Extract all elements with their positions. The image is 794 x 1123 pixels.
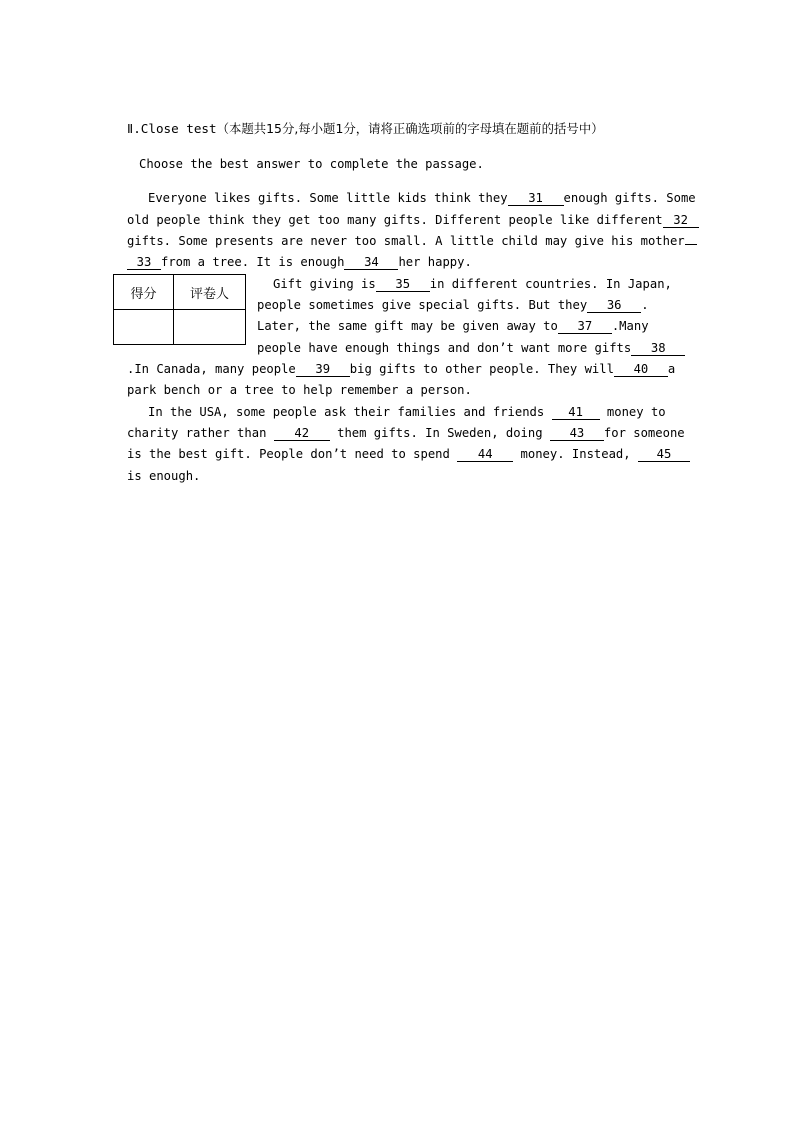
blank-44[interactable]: 44 xyxy=(457,447,513,462)
passage-text: her happy. xyxy=(398,255,472,269)
passage-text: money to xyxy=(606,405,666,419)
passage-text: people sometimes give special gifts. But they xyxy=(257,298,588,312)
passage-text: people have enough things and don’t want more gifts xyxy=(257,341,632,355)
grader-cell[interactable] xyxy=(174,310,246,345)
passage-text: . xyxy=(641,298,649,312)
blank-42[interactable]: 42 xyxy=(274,426,330,441)
passage-text: them gifts. In Sweden, doing xyxy=(337,426,543,440)
passage-text: from a tree. It is enough xyxy=(161,255,345,269)
blank-37[interactable]: 37 xyxy=(558,319,612,334)
passage-line xyxy=(127,425,685,441)
passage-line: is enough. xyxy=(127,469,201,483)
blank-33-start[interactable] xyxy=(685,244,697,245)
passage-text: Everyone likes gifts. Some little kids think they xyxy=(148,191,508,205)
blank-39[interactable]: 39 xyxy=(296,362,350,377)
blank-31[interactable]: 31 xyxy=(508,191,564,206)
blank-35[interactable]: 35 xyxy=(376,277,430,292)
passage-text: is the best gift. People don’t need to spend xyxy=(127,447,450,461)
passage-text: a xyxy=(667,362,676,376)
passage-line xyxy=(127,212,699,228)
blank-38[interactable]: 38 xyxy=(631,341,685,356)
blank-45[interactable]: 45 xyxy=(638,447,690,462)
passage-text: In the USA, some people ask their families and friends xyxy=(148,405,545,419)
blank-36[interactable]: 36 xyxy=(587,298,641,313)
passage-line xyxy=(127,361,675,377)
section-title xyxy=(127,121,604,137)
passage-line xyxy=(127,254,472,270)
passage-line xyxy=(273,276,672,292)
passage-line xyxy=(148,190,696,206)
passage-text: Later, the same gift may be given away to xyxy=(257,319,558,333)
blank-41[interactable]: 41 xyxy=(552,405,600,420)
blank-43[interactable]: 43 xyxy=(550,426,604,441)
score-cell[interactable] xyxy=(114,310,174,345)
passage-text: money. Instead, xyxy=(520,447,631,461)
blank-40[interactable]: 40 xyxy=(614,362,668,377)
instruction: Choose the best answer to complete the passage. xyxy=(139,157,484,171)
passage-text: old people think they get too many gifts. Different people like different xyxy=(127,213,663,227)
section-title-cn: （本题共15分,每小题1分，请将正确选项前的字母填在题前的括号中） xyxy=(216,121,604,136)
passage-text: big gifts to other people. They will xyxy=(349,362,614,376)
passage-text: .In Canada, many people xyxy=(127,362,296,376)
passage-line xyxy=(257,318,649,334)
blank-32[interactable]: 32 xyxy=(663,213,699,228)
blank-34[interactable]: 34 xyxy=(344,255,398,270)
passage-text: gifts. Some presents are never too small. A little child may give his mother xyxy=(127,234,685,248)
score-table xyxy=(113,274,246,345)
passage-text: for someone xyxy=(603,426,685,440)
passage-line xyxy=(257,297,649,313)
passage-line xyxy=(148,404,666,420)
passage-text: Gift giving is xyxy=(273,277,376,291)
grader-header: 评卷人 xyxy=(174,275,246,310)
passage-line xyxy=(127,233,697,249)
passage-text: .Many xyxy=(611,319,649,333)
passage-line xyxy=(127,446,690,462)
section-title-prefix: Ⅱ.Close test xyxy=(127,121,217,136)
passage-line xyxy=(257,340,685,356)
passage-text: in different countries. In Japan, xyxy=(429,277,672,291)
score-header: 得分 xyxy=(114,275,174,310)
passage-text: charity rather than xyxy=(127,426,267,440)
passage-line: park bench or a tree to help remember a person. xyxy=(127,383,472,397)
passage-text: enough gifts. Some xyxy=(563,191,696,205)
blank-33[interactable]: 33 xyxy=(127,255,161,270)
